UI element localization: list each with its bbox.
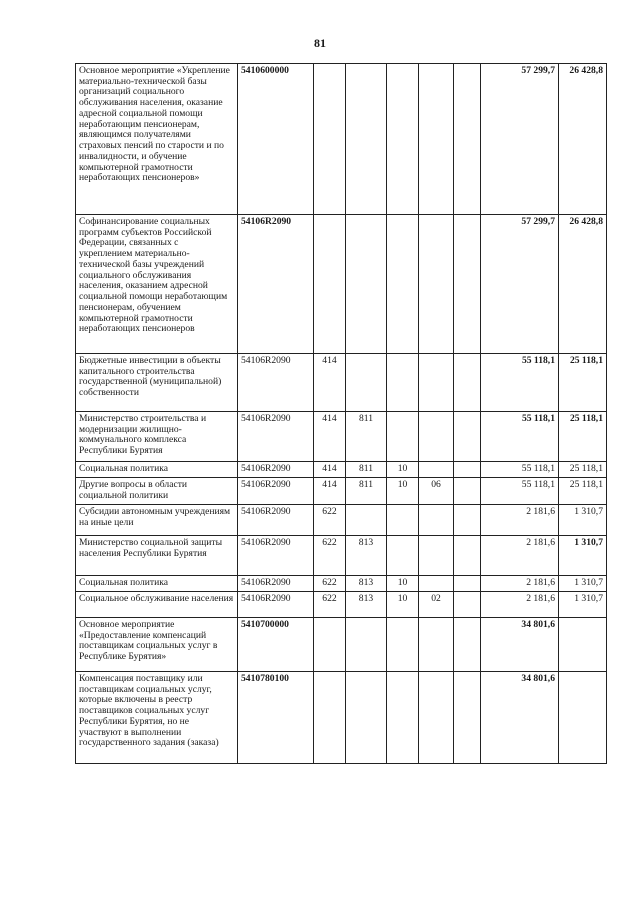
row-sum-1: 55 118,1	[481, 462, 559, 478]
row-empty	[454, 462, 481, 478]
row-sum-1: 2 181,6	[481, 592, 559, 618]
row-csr: 5410700000	[238, 618, 314, 672]
row-sum-2: 26 428,8	[559, 64, 607, 215]
row-rz	[387, 354, 419, 412]
row-sum-2: 26 428,8	[559, 215, 607, 354]
row-vr: 414	[314, 462, 346, 478]
row-sum-2: 1 310,7	[559, 576, 607, 592]
row-name: Министерство строительства и модернизации жилищно-коммунального комплекса Республики Бурятия	[76, 412, 238, 462]
row-pr	[419, 412, 454, 462]
row-pr	[419, 505, 454, 536]
row-sum-2: 1 310,7	[559, 536, 607, 576]
table-row	[76, 412, 607, 462]
row-sum-2: 1 310,7	[559, 592, 607, 618]
row-sum-1: 57 299,7	[481, 64, 559, 215]
row-pr: 06	[419, 478, 454, 505]
row-sum-1: 34 801,6	[481, 618, 559, 672]
row-grbs: 811	[346, 478, 387, 505]
row-name: Другие вопросы в области социальной политики	[76, 478, 238, 505]
row-empty	[454, 354, 481, 412]
row-csr: 54106R2090	[238, 462, 314, 478]
row-grbs: 813	[346, 536, 387, 576]
row-empty	[454, 592, 481, 618]
table-row	[76, 462, 607, 478]
row-name: Бюджетные инвестиции в объекты капитального строительства государственной (муниципальной) собственности	[76, 354, 238, 412]
row-grbs	[346, 505, 387, 536]
row-pr	[419, 354, 454, 412]
row-sum-1: 34 801,6	[481, 672, 559, 764]
row-rz: 10	[387, 462, 419, 478]
row-name: Министерство социальной защиты населения Республики Бурятия	[76, 536, 238, 576]
table-row	[76, 618, 607, 672]
row-empty	[454, 536, 481, 576]
row-vr: 622	[314, 592, 346, 618]
row-csr: 54106R2090	[238, 536, 314, 576]
row-grbs: 811	[346, 462, 387, 478]
row-csr: 54106R2090	[238, 592, 314, 618]
row-name: Социальное обслуживание населения	[76, 592, 238, 618]
row-sum-1: 55 118,1	[481, 478, 559, 505]
row-sum-1: 2 181,6	[481, 576, 559, 592]
row-empty	[454, 478, 481, 505]
table-row	[76, 672, 607, 764]
row-name: Софинансирование социальных программ субъектов Российской Федерации, связанных с укреплением материально-технической базы учреждений социального обслуживания населения, оказанием адресной социальной помощи неработающим пенсионерам, обучением компьютерной грамотности неработающих пенсионеров	[76, 215, 238, 354]
row-rz: 10	[387, 592, 419, 618]
row-pr	[419, 215, 454, 354]
row-rz: 10	[387, 576, 419, 592]
row-empty	[454, 576, 481, 592]
table-row	[76, 478, 607, 505]
row-sum-1: 2 181,6	[481, 505, 559, 536]
row-vr	[314, 672, 346, 764]
row-pr	[419, 576, 454, 592]
row-rz	[387, 536, 419, 576]
row-csr: 54106R2090	[238, 576, 314, 592]
table-row	[76, 592, 607, 618]
row-vr: 414	[314, 478, 346, 505]
row-pr	[419, 618, 454, 672]
row-grbs: 813	[346, 576, 387, 592]
row-csr: 54106R2090	[238, 215, 314, 354]
row-vr: 622	[314, 505, 346, 536]
row-csr: 5410600000	[238, 64, 314, 215]
row-empty	[454, 64, 481, 215]
row-sum-1: 2 181,6	[481, 536, 559, 576]
row-name: Компенсация поставщику или поставщикам социальных услуг, которые включены в реестр поставщиков социальных услуг Республики Бурятия, но не участвуют в выполнении государственного задания (заказа)	[76, 672, 238, 764]
row-sum-1: 57 299,7	[481, 215, 559, 354]
row-name: Социальная политика	[76, 576, 238, 592]
row-grbs	[346, 618, 387, 672]
row-vr: 622	[314, 536, 346, 576]
row-rz	[387, 672, 419, 764]
row-empty	[454, 412, 481, 462]
row-pr	[419, 672, 454, 764]
budget-table	[75, 63, 607, 764]
row-sum-1: 55 118,1	[481, 412, 559, 462]
row-pr	[419, 462, 454, 478]
row-sum-2: 25 118,1	[559, 462, 607, 478]
table-row	[76, 215, 607, 354]
row-rz: 10	[387, 478, 419, 505]
row-name: Социальная политика	[76, 462, 238, 478]
row-sum-2: 1 310,7	[559, 505, 607, 536]
row-grbs	[346, 672, 387, 764]
row-grbs: 813	[346, 592, 387, 618]
row-rz	[387, 412, 419, 462]
row-pr	[419, 536, 454, 576]
row-csr: 54106R2090	[238, 505, 314, 536]
row-sum-2: 25 118,1	[559, 478, 607, 505]
row-grbs	[346, 215, 387, 354]
row-rz	[387, 215, 419, 354]
row-sum-1: 55 118,1	[481, 354, 559, 412]
table-row	[76, 505, 607, 536]
table-row	[76, 536, 607, 576]
row-rz	[387, 505, 419, 536]
row-vr: 622	[314, 576, 346, 592]
row-empty	[454, 215, 481, 354]
table-row	[76, 354, 607, 412]
row-vr	[314, 215, 346, 354]
row-sum-2: 25 118,1	[559, 412, 607, 462]
table-row	[76, 64, 607, 215]
row-csr: 54106R2090	[238, 478, 314, 505]
row-rz	[387, 618, 419, 672]
row-name: Основное мероприятие «Предоставление компенсаций поставщикам социальных услуг в Республике Бурятия»	[76, 618, 238, 672]
row-sum-2	[559, 618, 607, 672]
row-pr: 02	[419, 592, 454, 618]
row-vr: 414	[314, 412, 346, 462]
row-rz	[387, 64, 419, 215]
row-name: Субсидии автономным учреждениям на иные цели	[76, 505, 238, 536]
row-csr: 54106R2090	[238, 354, 314, 412]
row-grbs	[346, 354, 387, 412]
row-vr	[314, 618, 346, 672]
page-number: 81	[314, 36, 326, 50]
row-vr	[314, 64, 346, 215]
table-row	[76, 576, 607, 592]
row-pr	[419, 64, 454, 215]
row-csr: 5410780100	[238, 672, 314, 764]
row-sum-2: 25 118,1	[559, 354, 607, 412]
row-grbs	[346, 64, 387, 215]
row-empty	[454, 505, 481, 536]
row-vr: 414	[314, 354, 346, 412]
row-empty	[454, 672, 481, 764]
row-csr: 54106R2090	[238, 412, 314, 462]
row-grbs: 811	[346, 412, 387, 462]
row-sum-2	[559, 672, 607, 764]
row-empty	[454, 618, 481, 672]
row-name: Основное мероприятие «Укрепление материально-технической базы организаций социального обслуживания населения, оказание адресной социальной помощи неработающим пенсионерам, являющимся получателями страховых пенсий по старости и по инвалидности, и обучение компьютерной грамотности неработающих пенсионеров»	[76, 64, 238, 215]
